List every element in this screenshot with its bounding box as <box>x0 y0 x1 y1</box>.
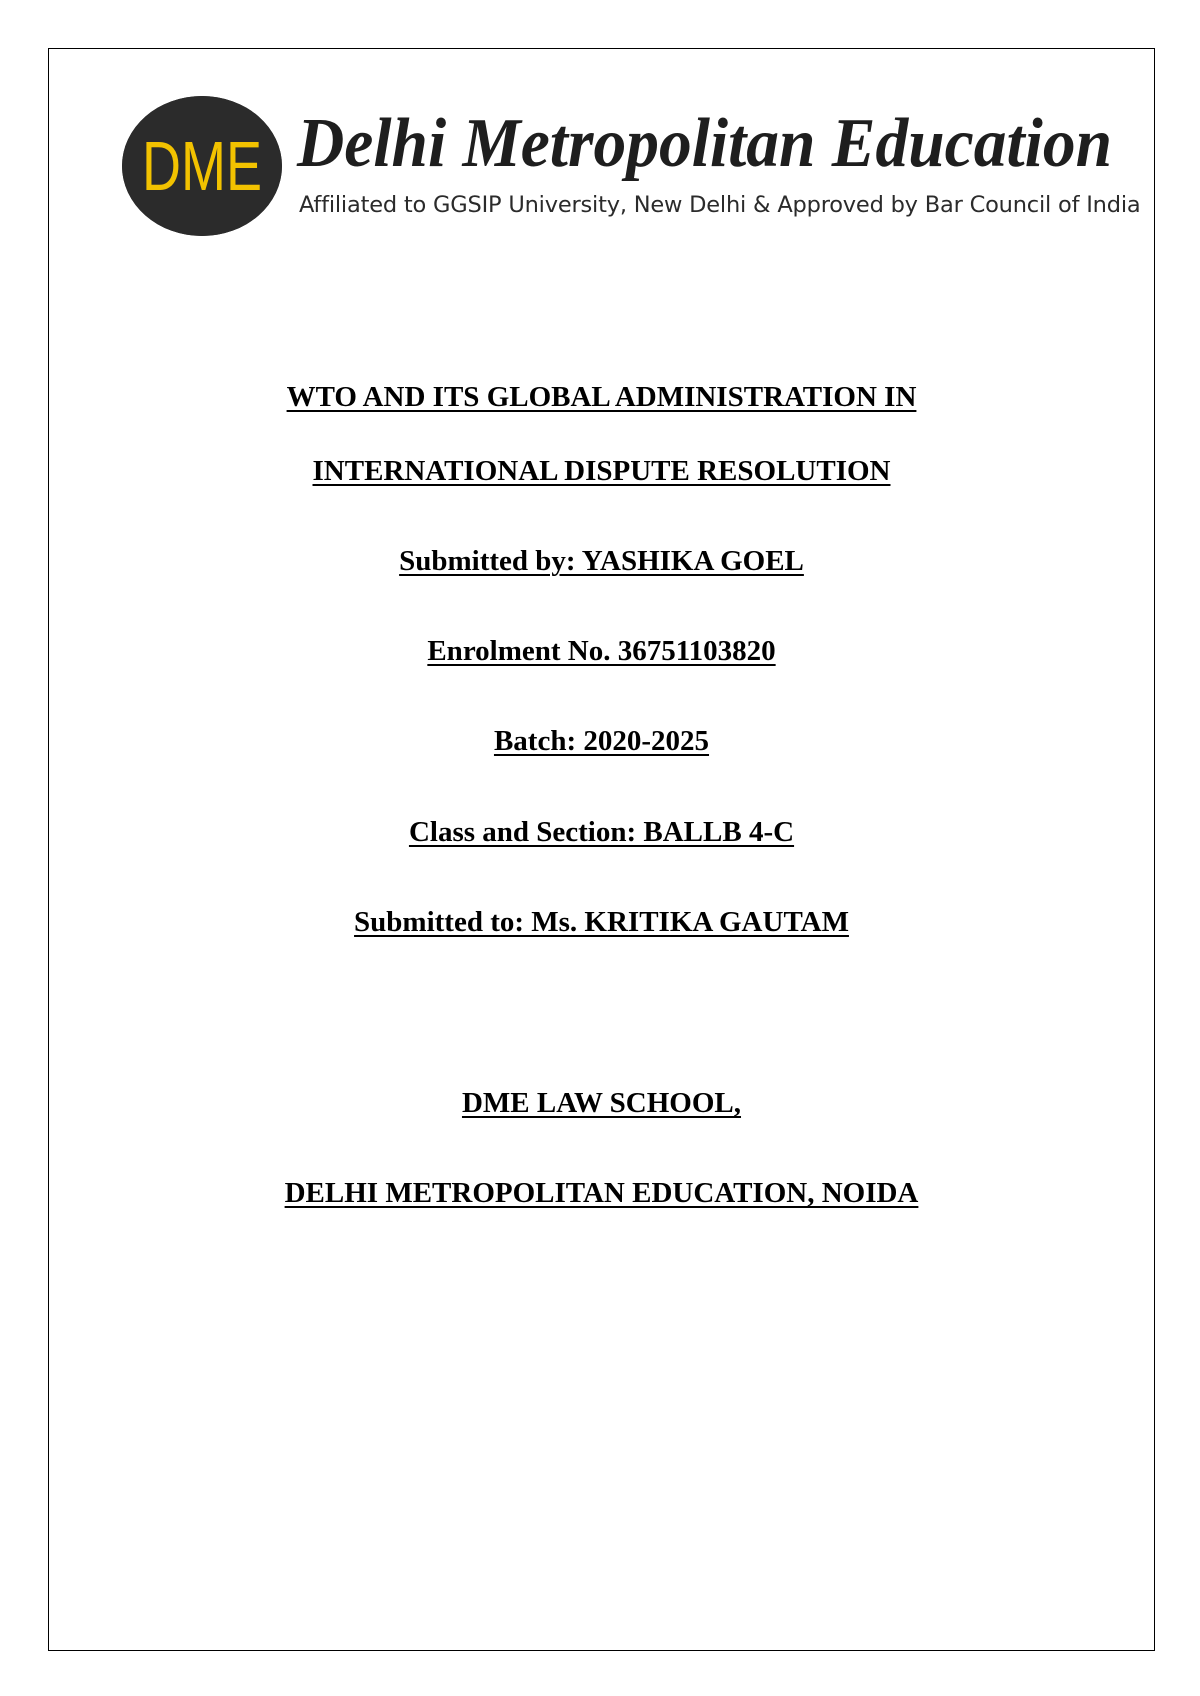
institution-name-text: Delhi Metropolitan Education <box>296 105 1112 182</box>
enrolment-number: Enrolment No. 36751103820 <box>427 635 776 667</box>
letterhead <box>122 96 1141 236</box>
dme-logo <box>122 96 282 236</box>
title-line-2: INTERNATIONAL DISPUTE RESOLUTION <box>312 455 891 487</box>
submitted-by: Submitted by: YASHIKA GOEL <box>399 545 804 577</box>
dme-logo-mark <box>122 96 282 236</box>
institution-location: DELHI METROPOLITAN EDUCATION, NOIDA <box>284 1177 919 1209</box>
page-border <box>48 48 1155 1651</box>
institution-name <box>297 104 1117 184</box>
batch: Batch: 2020-2025 <box>493 725 710 757</box>
title-line-1: WTO AND ITS GLOBAL ADMINISTRATION IN <box>286 381 917 413</box>
submitted-to: Submitted to: Ms. KRITIKA GAUTAM <box>354 906 849 938</box>
institution-name-wordmark <box>297 104 1117 184</box>
affiliation-text: Affiliated to GGSIP University, New Delhi & Approved by Bar Council of India <box>299 192 1141 218</box>
class-section: Class and Section: BALLB 4-C <box>408 816 795 848</box>
school-name: DME LAW SCHOOL, <box>461 1087 742 1119</box>
logo-initials: DME <box>142 127 262 205</box>
